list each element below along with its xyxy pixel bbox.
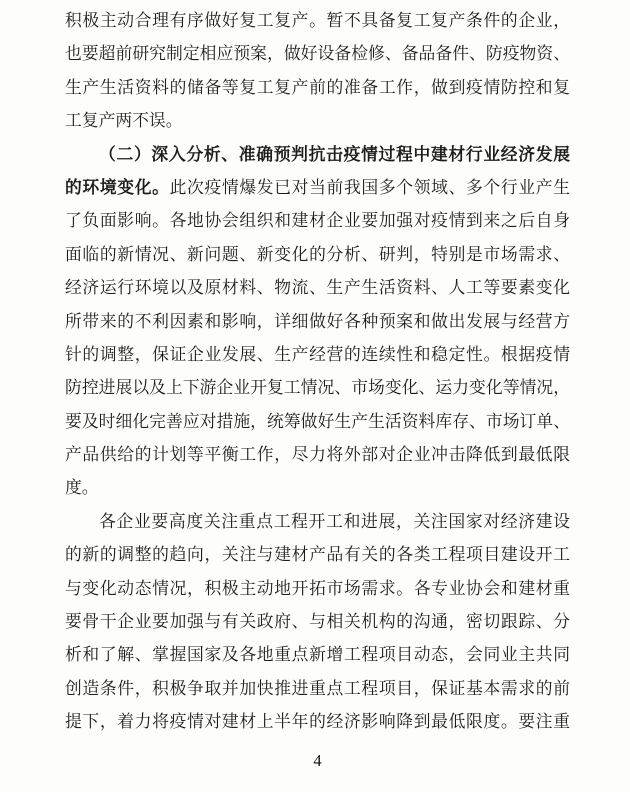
text-segment: 产品供给的计划等平衡工作，尽力将外部对企业冲击降低到最低限 [65,445,570,465]
text-segment: 经济运行环境以及原材料、物流、生产生活资料、人工等要素变化 [65,278,570,298]
text-segment: 面临的新情况、新问题、新变化的分析、研判，特别是市场需求、 [65,244,570,264]
text-line [65,71,570,104]
text-line [65,405,570,438]
text-segment: 此次疫情爆发已对当前我国多个领域、多个行业产生 [169,177,570,197]
text-line [65,438,570,471]
text-segment: 防控进展以及上下游企业开复工情况、市场变化、运力变化等情况， [65,378,570,398]
text-segment: 积极主动合理有序做好复工复产。暂不具备复工复产条件的企业， [65,11,570,30]
text-segment: 创造条件，积极争取并加快推进重点工程项目，保证基本需求的前 [65,678,570,698]
text-segment: 要及时细化完善应对措施，统筹做好生产生活资料库存、市场订单、 [65,411,570,431]
text-line [65,104,570,137]
text-segment: 针的调整，保证企业发展、生产经营的连续性和稳定性。根据疫情 [65,344,570,364]
text-line [65,538,570,571]
text-line [65,705,570,738]
text-line [65,238,570,271]
text-segment: 了负面影响。各地协会组织和建材企业要加强对疫情到来之后自身 [65,211,570,231]
text-segment: 工复产两不误。 [65,111,183,131]
paragraph-section-two [65,138,570,505]
text-segment: 要骨干企业要加强与有关政府、与相关机构的沟通，密切跟踪、分 [65,612,570,632]
text-segment: 也要超前研究制定相应预案，做好设备检修、备品备件、防疫物资、 [65,44,570,64]
text-segment: 各企业要高度关注重点工程开工和进展，关注国家对经济建设 [99,511,570,531]
text-line [65,605,570,638]
text-line [65,204,570,237]
text-segment: 生产生活资料的储备等复工复产前的准备工作，做到疫情防控和复 [65,77,570,97]
text-segment: 的新的调整的趋向，关注与建材产品有关的各类工程项目建设开工 [65,545,570,565]
text-line [65,572,570,605]
text-line [65,305,570,338]
document-body [65,4,570,739]
text-line [65,505,570,538]
text-segment: 所带来的不利因素和影响，详细做好各种预案和做出发展与经营方 [65,311,570,331]
text-line [65,4,570,37]
text-segment: 提下，着力将疫情对建材上半年的经济影响降到最低限度。要注重 [65,712,570,732]
text-line [65,371,570,404]
bold-text-segment: 的环境变化。 [65,177,170,197]
bold-text-segment: （二）深入分析、准确预判抗击疫情过程中建材行业经济发展 [99,144,570,164]
text-line [65,338,570,371]
text-line [65,138,570,171]
text-segment: 析和了解、掌握国家及各地重点新增工程项目动态，会同业主共同 [65,645,570,665]
text-line [65,471,570,504]
text-segment: 度。 [65,478,99,498]
text-line [65,37,570,70]
text-line [65,638,570,671]
paragraph-resumption-continued [65,4,570,138]
text-line [65,171,570,204]
text-line [65,672,570,705]
text-line [65,271,570,304]
page-number: 4 [313,751,322,770]
text-segment: 与变化动态情况，积极主动地开拓市场需求。各专业协会和建材重 [65,578,570,598]
paragraph-key-projects [65,505,570,739]
